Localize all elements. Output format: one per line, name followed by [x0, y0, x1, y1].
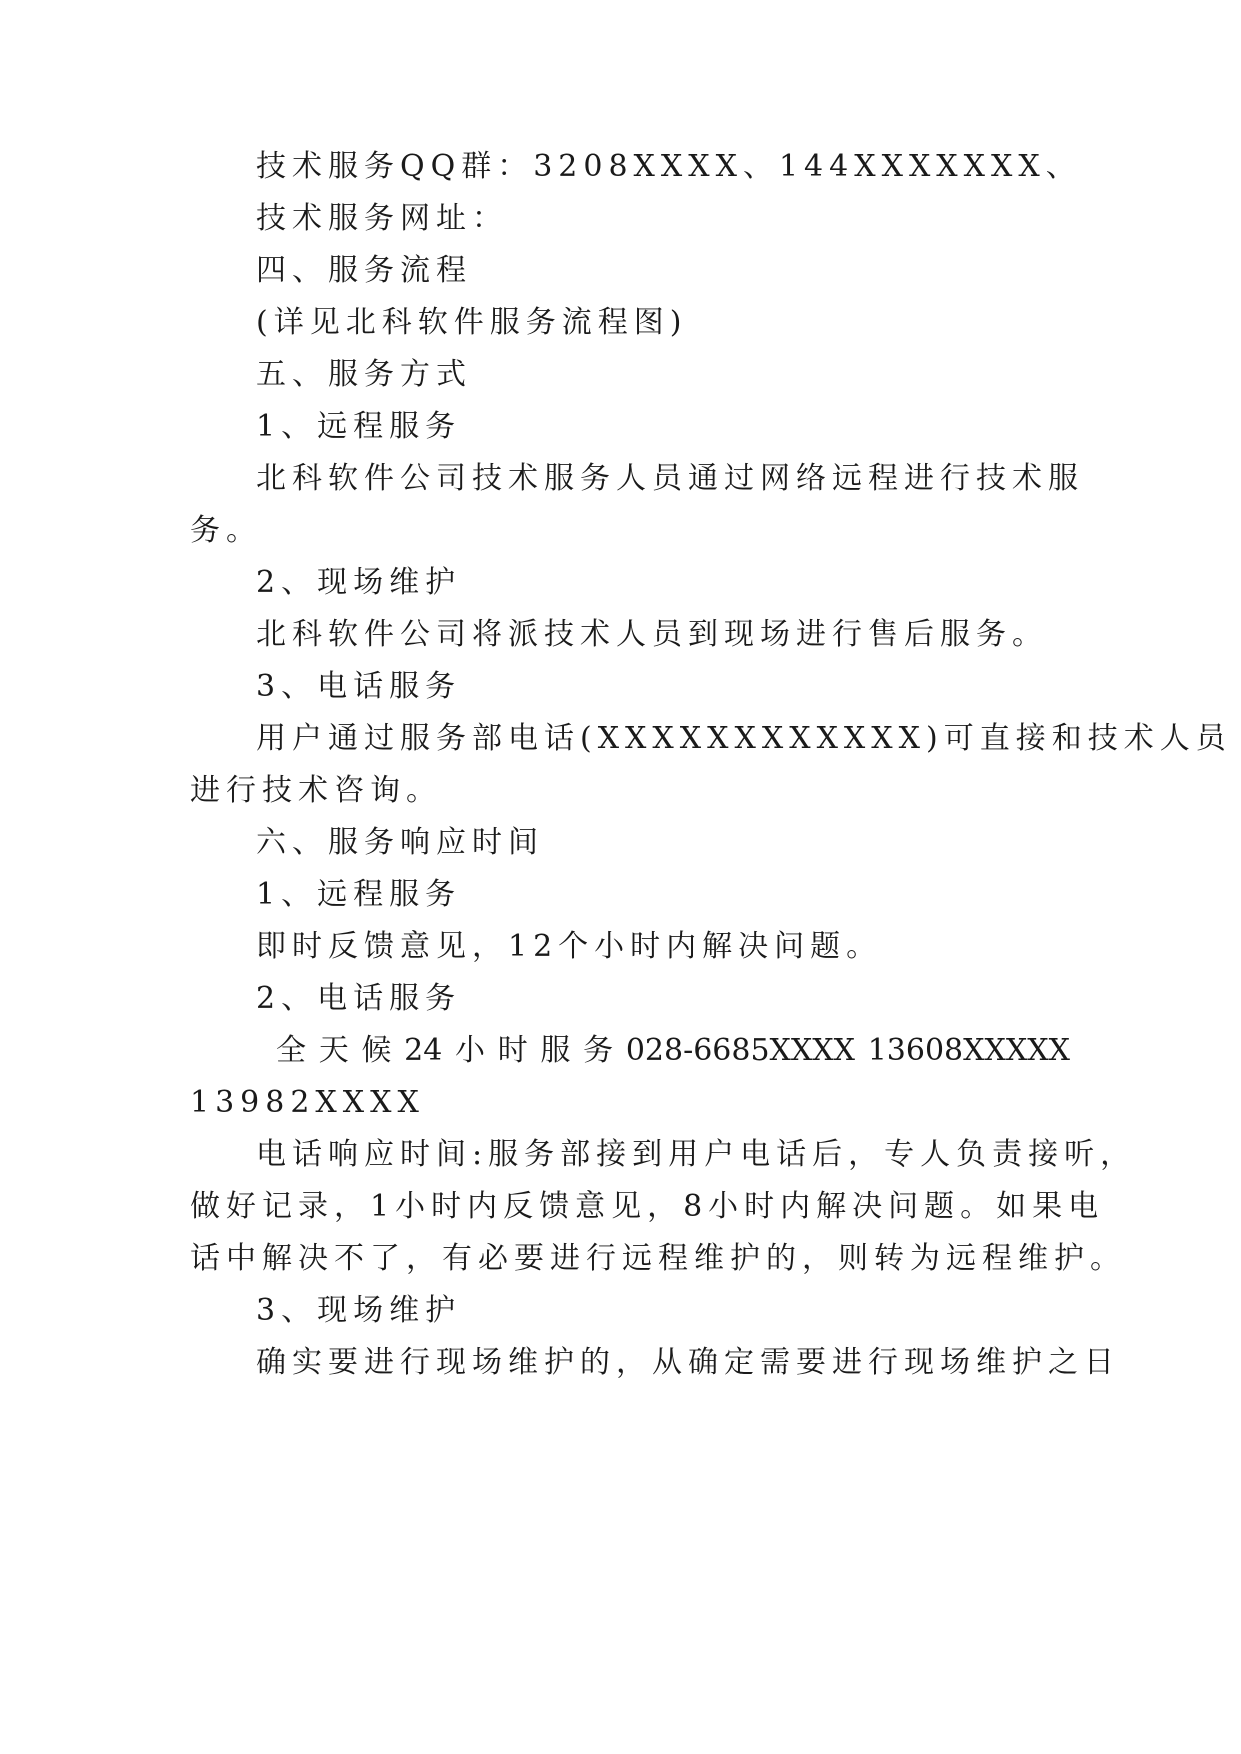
qq-group-line: 技术服务QQ群：3208XXXX、144XXXXXXX、 — [256, 149, 1082, 184]
hotline-segment: 24 — [404, 1033, 443, 1068]
paragraph-line: 务。 — [190, 513, 262, 548]
hotline-justified-line — [190, 1022, 1070, 1080]
paragraph-line: 确实要进行现场维护的，从确定需要进行现场维护之日 — [256, 1345, 1120, 1380]
paragraph-line: 做好记录，1小时内反馈意见，8小时内解决问题。如果电 — [190, 1189, 1105, 1224]
paragraph-line: 即时反馈意见，12个小时内解决问题。 — [256, 929, 883, 964]
section-heading-response-time: 六、服务响应时间 — [256, 825, 544, 860]
subheading-phone-service: 3、电话服务 — [256, 669, 462, 704]
hotline-segment: 天 — [318, 1033, 349, 1068]
paragraph-line: 话中解决不了，有必要进行远程维护的，则转为远程维护。 — [190, 1241, 1126, 1276]
section-heading-service-process: 四、服务流程 — [256, 253, 472, 288]
subheading-remote-service: 1、远程服务 — [256, 409, 462, 444]
paragraph-line: 电话响应时间:服务部接到用户电话后，专人负责接听， — [256, 1137, 1137, 1172]
subheading-onsite-maintenance: 2、现场维护 — [256, 565, 462, 600]
subheading-phone-service: 2、电话服务 — [256, 981, 462, 1016]
hotline-segment: 务 — [583, 1033, 614, 1068]
section-heading-service-methods: 五、服务方式 — [256, 357, 472, 392]
subheading-onsite-maintenance: 3、现场维护 — [256, 1293, 462, 1328]
hotline-segment: 服 — [540, 1033, 571, 1068]
website-line: 技术服务网址： — [256, 201, 508, 236]
process-chart-note: (详见北科软件服务流程图) — [256, 305, 688, 340]
subheading-remote-service: 1、远程服务 — [256, 877, 462, 912]
paragraph-line: 北科软件公司将派技术人员到现场进行售后服务。 — [256, 617, 1048, 652]
hotline-mobile-number: 13608XXXXX — [867, 1033, 1070, 1068]
paragraph-line: 用户通过服务部电话(XXXXXXXXXXXX)可直接和技术人员 — [256, 721, 1232, 756]
hotline-segment: 候 — [361, 1033, 392, 1068]
paragraph-line: 北科软件公司技术服务人员通过网络远程进行技术服 — [256, 461, 1084, 496]
hotline-segment: 时 — [497, 1033, 528, 1068]
hotline-phone-number: 028-6685XXXX — [625, 1033, 855, 1068]
hotline-mobile-number-2: 13982XXXX — [190, 1085, 425, 1120]
paragraph-line: 进行技术咨询。 — [190, 773, 442, 808]
hotline-segment: 小 — [455, 1033, 485, 1068]
hotline-segment: 全 — [276, 1033, 306, 1068]
